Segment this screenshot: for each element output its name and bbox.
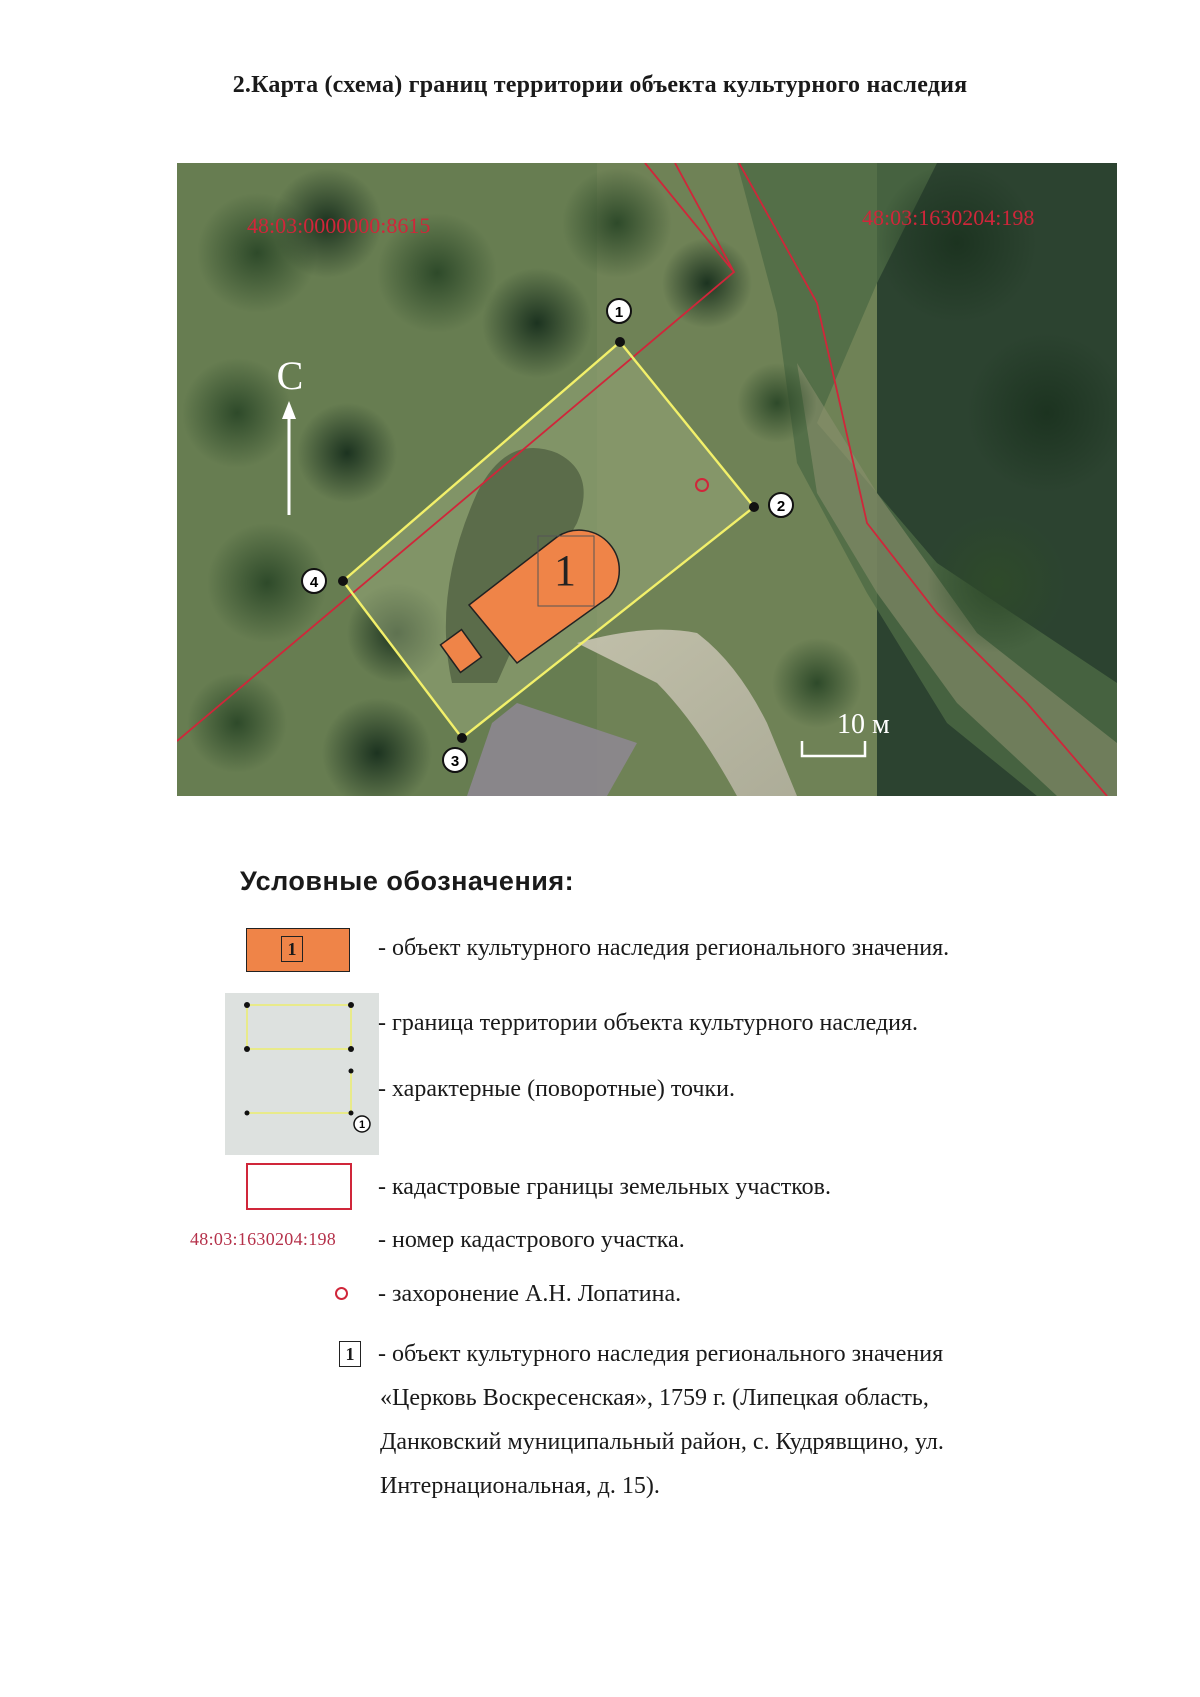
parcel-label-right: 48:03:1630204:198: [862, 205, 1035, 230]
north-label: С: [276, 353, 304, 398]
scale-label: 10 м: [837, 709, 890, 740]
legend-text-burial: - захоронение А.Н. Лопатина.: [378, 1281, 682, 1307]
legend-symbol-number-box: 1: [339, 1341, 361, 1367]
svg-text:3: 3: [450, 753, 460, 770]
legend-text-church-line-4: Интернациональная, д. 15).: [380, 1473, 660, 1499]
object-number-label: 1: [554, 546, 576, 595]
point-label-1: [607, 299, 631, 323]
legend-symbol-burial: [335, 1287, 348, 1300]
legend-text-object: - объект культурного наследия регионального значения.: [378, 935, 950, 961]
legend-text-cadastral-number: - номер кадастрового участка.: [378, 1227, 685, 1253]
legend-point-marker: [354, 1116, 370, 1132]
legend-symbol-cadastral-number: 48:03:1630204:198: [190, 1229, 337, 1249]
svg-text:1: 1: [614, 304, 624, 321]
legend-text-territory: - граница территории объекта культурного наследия.: [378, 1010, 919, 1036]
legend-text-church-line-3: Данковский муниципальный район, с. Кудрявщино, ул.: [380, 1429, 944, 1455]
legend-text-points: - характерные (поворотные) точки.: [378, 1076, 735, 1102]
svg-text:2: 2: [776, 498, 786, 515]
legend-object-number: 1: [281, 936, 303, 962]
legend-symbol-territory: [225, 993, 379, 1155]
legend-symbol-cadastral: [246, 1163, 352, 1210]
legend-text-church-line-2: «Церковь Воскресенская», 1759 г. (Липецкая область,: [380, 1385, 929, 1411]
legend-text-cadastral: - кадастровые границы земельных участков.: [378, 1174, 831, 1200]
svg-text:1: 1: [358, 1119, 366, 1131]
point-label-4: [302, 569, 326, 593]
legend-title: Условные обозначения:: [240, 866, 575, 896]
svg-text:4: 4: [309, 574, 319, 591]
point-label-3: [443, 748, 467, 772]
boundary-map: [177, 163, 1117, 796]
point-label-2: [769, 493, 793, 517]
legend-symbol-object: [246, 928, 350, 972]
page-title: 2.Карта (схема) границ территории объекта культурного наследия: [232, 72, 968, 98]
parcel-label-left: 48:03:0000000:8615: [247, 213, 431, 238]
legend-text-church-line-1: - объект культурного наследия регионального значения: [378, 1341, 944, 1367]
